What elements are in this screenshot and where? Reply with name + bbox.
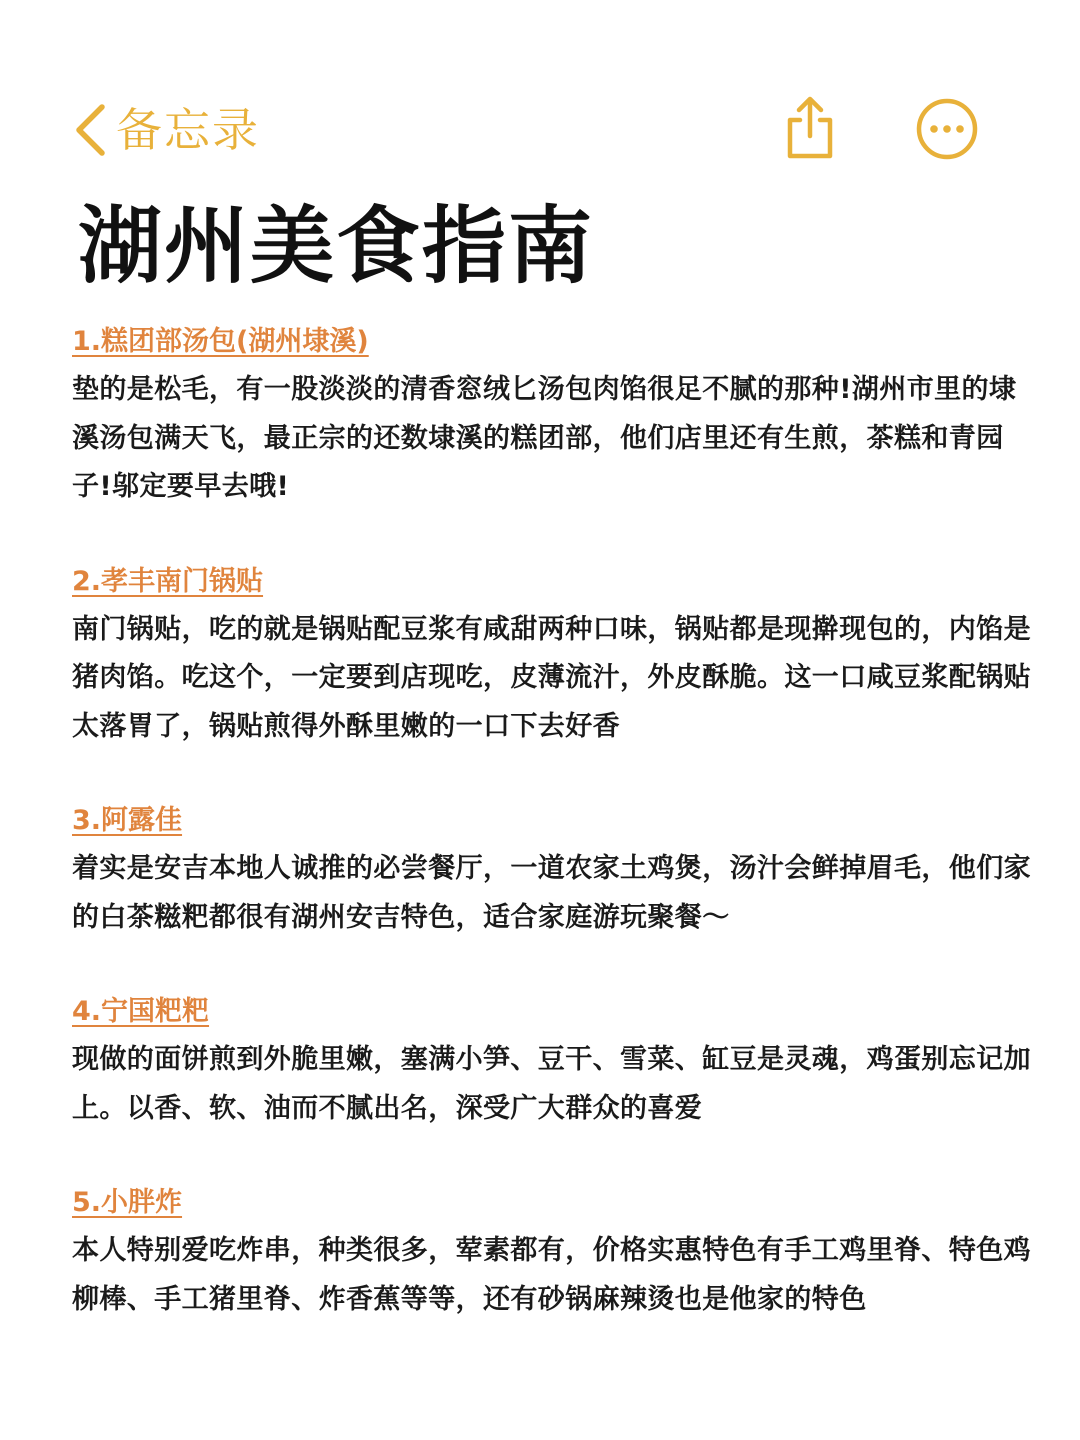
entry-description: 着实是安吉本地人诚推的必尝餐厅，一道农家土鸡煲，汤汁会鲜掉眉毛，他们家的白茶糍粑都很有湖州安吉特色，适合家庭游玩聚餐～ — [72, 853, 1031, 933]
back-button[interactable] — [72, 98, 260, 162]
share-icon — [778, 92, 842, 164]
entry-description: 本人特别爱吃炸串，种类很多，荤素都有，价格实惠特色有手工鸡里脊、特色鸡柳棒、手工猪里脊、炸香蕉等等，还有砂锅麻辣烫也是他家的特色 — [72, 1235, 1031, 1315]
share-button[interactable] — [778, 92, 842, 164]
entry-description: 垫的是松毛，有一股淡淡的清香窓绒匕汤包肉馅很足不腻的那种!湖州市里的埭溪汤包满天飞，最正宗的还数埭溪的糕团部，他们店里还有生煎，茶糕和青园子!邬定要早去哦! — [72, 374, 1017, 502]
ellipsis-circle-icon — [914, 96, 980, 162]
food-entry-5 — [72, 1179, 1040, 1324]
food-entry-3 — [72, 797, 1040, 942]
spacer — [72, 512, 1040, 558]
spacer — [72, 942, 1040, 988]
note-body[interactable] — [72, 318, 1040, 1324]
entry-description: 南门锅贴，吃的就是锅贴配豆浆有咸甜两种口味，锅贴都是现擀现包的，内馅是猪肉馅。吃这个，一定要到店现吃，皮薄流汁，外皮酥脆。这一口咸豆浆配锅贴太落胃了，锅贴煎得外酥里嫩的一口下去好香 — [72, 613, 1031, 742]
entry-description: 现做的面饼煎到外脆里嫩，塞满小笋、豆干、雪菜、缸豆是灵魂，鸡蛋别忘记加上。以香、软、油而不腻出名，深受广大群众的喜爱 — [72, 1044, 1031, 1124]
food-entry-4 — [72, 988, 1040, 1133]
back-label: 备忘录 — [116, 103, 260, 157]
note-title: 湖州美食指南 — [78, 197, 595, 295]
chevron-left-icon — [72, 103, 108, 157]
entry-heading: 3.阿露佳 — [72, 805, 183, 836]
food-entry-1 — [72, 318, 1040, 512]
spacer — [72, 1133, 1040, 1179]
entry-heading: 4.宁国粑粑 — [72, 996, 210, 1027]
spacer — [72, 751, 1040, 797]
more-button[interactable] — [914, 96, 980, 162]
entry-heading: 2.孝丰南门锅贴 — [72, 565, 264, 597]
navigation-bar — [0, 92, 1080, 172]
food-entry-2 — [72, 558, 1040, 752]
entry-heading: 1.糕团部汤包(湖州埭溪) — [72, 326, 369, 357]
entry-heading: 5.小胖炸 — [72, 1187, 183, 1218]
